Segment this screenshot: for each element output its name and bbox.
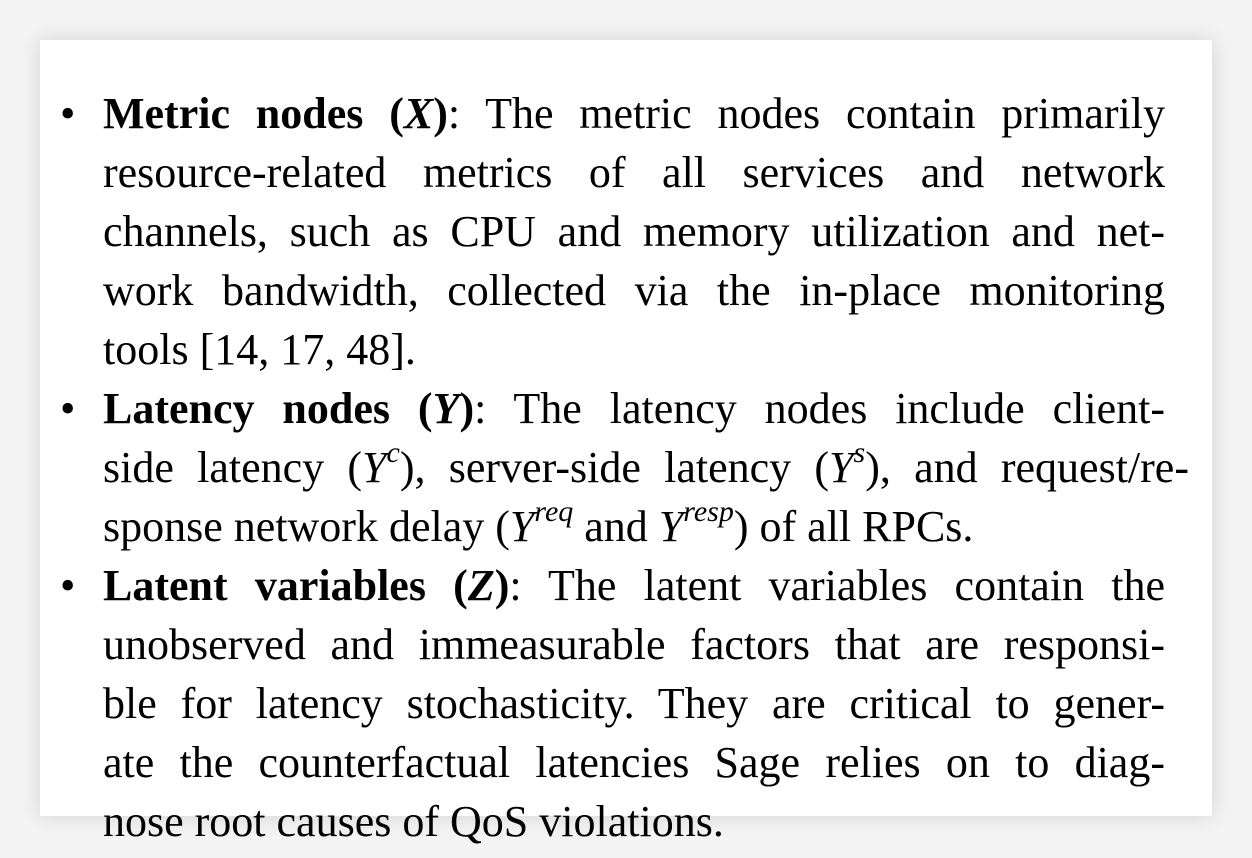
body-text: work bandwidth, collected via the in-place monitoring (103, 266, 1165, 315)
line (103, 84, 1165, 143)
math-symbol: Y (658, 502, 684, 551)
term-label: Latency nodes ( (103, 384, 433, 433)
line (103, 202, 1165, 261)
list-item-latency-nodes (40, 379, 1212, 556)
math-symbol: X (403, 89, 434, 138)
line (103, 438, 1189, 497)
body-text: nose root causes of QoS violations. (103, 797, 724, 846)
line (103, 733, 1165, 792)
bullet-icon: • (60, 384, 76, 433)
math-symbol: Y (432, 384, 460, 433)
line (103, 143, 1165, 202)
body-text: and (573, 502, 659, 551)
body-text: unobserved and immeasurable factors that are responsi- (103, 620, 1165, 669)
list-item-metric-nodes (40, 84, 1212, 379)
body-text: : The metric nodes contain primarily (447, 89, 1165, 138)
body-text: sponse network delay ( (103, 502, 510, 551)
math-symbol: Y (509, 502, 535, 551)
body-text: channels, such as CPU and memory utilization and net- (103, 207, 1165, 256)
bullet-list (40, 84, 1212, 851)
math-superscript: resp (683, 495, 734, 529)
bullet-icon: • (60, 561, 76, 610)
body-text: resource-related metrics of all services and network (103, 148, 1165, 197)
body-text: side latency ( (103, 443, 363, 492)
term-label-close: ) (459, 384, 475, 433)
math-superscript: s (853, 436, 866, 470)
line (103, 497, 1165, 556)
line (103, 615, 1165, 674)
math-symbol: Z (467, 561, 495, 610)
body-text: ), and request/re- (865, 443, 1189, 492)
math-superscript: req (534, 495, 574, 529)
line (103, 792, 1165, 851)
citation-text: tools [14, 17, 48]. (103, 325, 416, 374)
body-text: ) of all RPCs. (733, 502, 974, 551)
body-text: : The latent variables contain the (509, 561, 1165, 610)
math-symbol: Y (829, 443, 854, 492)
body-text: ble for latency stochasticity. They are critical to gener- (103, 679, 1165, 728)
math-superscript: c (386, 436, 400, 470)
line (103, 556, 1165, 615)
term-label-close: ) (433, 89, 448, 138)
document-excerpt (40, 40, 1212, 846)
line (103, 261, 1165, 320)
line (103, 320, 1165, 379)
body-text: : The latency nodes include client- (474, 384, 1165, 433)
list-item-latent-variables (40, 556, 1212, 851)
line (103, 379, 1165, 438)
term-label: Metric nodes ( (103, 89, 404, 138)
term-label-close: ) (494, 561, 510, 610)
bullet-icon: • (60, 89, 76, 138)
term-label: Latent variables ( (103, 561, 468, 610)
body-text: ), server-side latency ( (399, 443, 830, 492)
line (103, 674, 1165, 733)
body-text: ate the counterfactual latencies Sage relies on to diag- (103, 738, 1165, 787)
math-symbol: Y (362, 443, 387, 492)
